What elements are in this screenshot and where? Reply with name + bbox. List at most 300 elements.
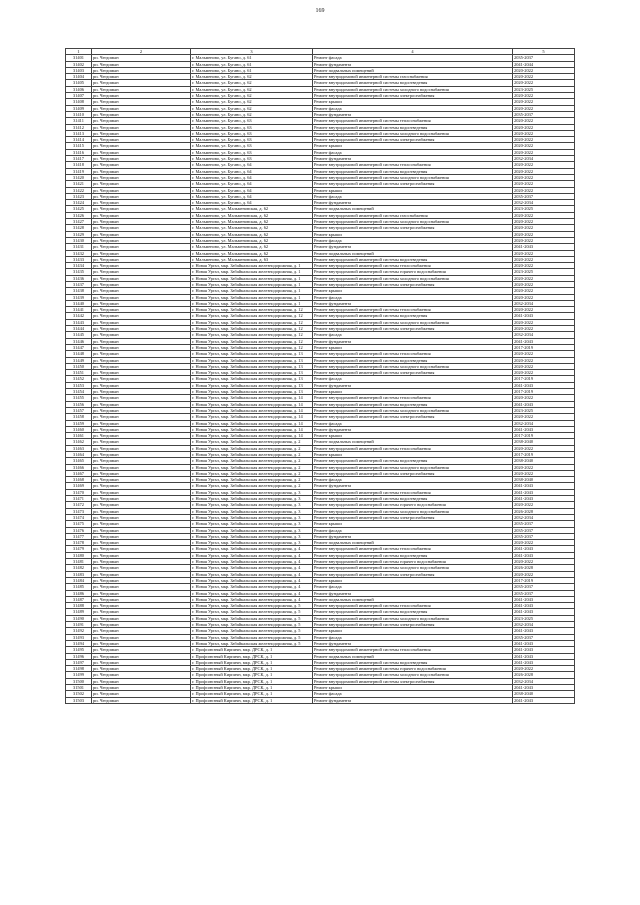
cell-period: 2032-2034 <box>513 420 575 426</box>
cell-work-type: Ремонт внутридомовой инженерной системы электроснабжения <box>313 281 513 287</box>
cell-id: 31479 <box>66 546 92 552</box>
cell-settlement: рп. Чегдомын <box>92 552 191 558</box>
cell-settlement: рп. Чегдомын <box>92 61 191 67</box>
cell-work-type: Ремонт крыши <box>313 231 513 237</box>
cell-address: г. Новая Ургал, мкр. Забайкальская железнодорожная, д. 5 <box>191 634 313 640</box>
cell-id: 31475 <box>66 521 92 527</box>
cell-address: г. Мальменово, ул. Бугано, д. 63 <box>191 149 313 155</box>
cell-work-type: Ремонт фасада <box>313 420 513 426</box>
cell-id: 31476 <box>66 527 92 533</box>
cell-address: г. Новая Ургал, мкр. Забайкальская железнодорожная, д. 3 <box>191 527 313 533</box>
column-header-2: 2 <box>92 49 191 55</box>
cell-settlement: рп. Чегдомын <box>92 559 191 565</box>
cell-period: 2020-2022 <box>513 294 575 300</box>
cell-work-type: Ремонт крыши <box>313 521 513 527</box>
cell-work-type: Ремонт подвальных помещений <box>313 67 513 73</box>
cell-work-type: Ремонт крыши <box>313 344 513 350</box>
cell-id: 31453 <box>66 382 92 388</box>
cell-period: 2017-2019 <box>513 389 575 395</box>
cell-id: 31480 <box>66 552 92 558</box>
cell-period: 2041-2043 <box>513 603 575 609</box>
cell-id: 31477 <box>66 533 92 539</box>
cell-settlement: рп. Чегдомын <box>92 439 191 445</box>
cell-id: 31442 <box>66 313 92 319</box>
cell-settlement: рп. Чегдомын <box>92 200 191 206</box>
cell-address: г. Новая Ургал, мкр. Забайкальская железнодорожная, д. 2 <box>191 470 313 476</box>
cell-period: 2041-2043 <box>513 647 575 653</box>
cell-address: г. Профсоюзный Кирпичн, мкр. ДРСК, д. 1 <box>191 697 313 703</box>
cell-id: 31422 <box>66 187 92 193</box>
cell-settlement: рп. Чегдомын <box>92 231 191 237</box>
cell-work-type: Ремонт внутридомовой инженерной системы водоотведения <box>313 357 513 363</box>
cell-work-type: Ремонт внутридомовой инженерной системы электроснабжения <box>313 181 513 187</box>
cell-address: г. Новая Ургал, мкр. Забайкальская железнодорожная, д. 2 <box>191 439 313 445</box>
cell-work-type: Ремонт внутридомовой инженерной системы холодного водоснабжения <box>313 672 513 678</box>
cell-address: г. Новая Ургал, мкр. Забайкальская железнодорожная, д. 13 <box>191 357 313 363</box>
cell-period: 2035-2037 <box>513 634 575 640</box>
cell-address: г. Новая Ургал, мкр. Забайкальская железнодорожная, д. 4 <box>191 596 313 602</box>
cell-work-type: Ремонт внутридомовой инженерной системы газоснабжения <box>313 212 513 218</box>
cell-address: г. Новая Ургал, мкр. Забайкальская железнодорожная, д. 5 <box>191 628 313 634</box>
cell-work-type: Ремонт подвальных помещений <box>313 540 513 546</box>
cell-address: г. Новая Ургал, мкр. Забайкальская железнодорожная, д. 13 <box>191 351 313 357</box>
cell-period: 2020-2022 <box>513 118 575 124</box>
cell-period: 2017-2019 <box>513 344 575 350</box>
cell-id: 31429 <box>66 231 92 237</box>
cell-work-type: Ремонт внутридомовой инженерной системы холодного водоснабжения <box>313 219 513 225</box>
cell-work-type: Ремонт внутридомовой инженерной системы холодного водоснабжения <box>313 508 513 514</box>
cell-settlement: рп. Чегдомын <box>92 489 191 495</box>
cell-period: 2041-2043 <box>513 609 575 615</box>
cell-work-type: Ремонт внутридомовой инженерной системы теплоснабжения <box>313 395 513 401</box>
cell-period: 2020-2022 <box>513 237 575 243</box>
cell-id: 31414 <box>66 137 92 143</box>
cell-address: г. Новая Ургал, мкр. Забайкальская железнодорожная, д. 2 <box>191 458 313 464</box>
cell-settlement: рп. Чегдомын <box>92 401 191 407</box>
cell-period: 2041-2043 <box>513 483 575 489</box>
cell-period: 2020-2022 <box>513 395 575 401</box>
cell-period: 2020-2022 <box>513 281 575 287</box>
cell-address: г. Мальменово, ул. Бугано, д. 63 <box>191 156 313 162</box>
column-header-4: 4 <box>313 49 513 55</box>
cell-settlement: рп. Чегдомын <box>92 426 191 432</box>
cell-address: г. Новая Ургал, мкр. Забайкальская железнодорожная, д. 2 <box>191 464 313 470</box>
cell-id: 31402 <box>66 61 92 67</box>
cell-settlement: рп. Чегдомын <box>92 395 191 401</box>
cell-settlement: рп. Чегдомын <box>92 565 191 571</box>
cell-settlement: рп. Чегдомын <box>92 458 191 464</box>
cell-work-type: Ремонт фасада <box>313 584 513 590</box>
cell-settlement: рп. Чегдомын <box>92 55 191 61</box>
cell-settlement: рп. Чегдомын <box>92 584 191 590</box>
cell-work-type: Ремонт фасада <box>313 237 513 243</box>
cell-address: г. Мальменово, ул. Бугано, д. 62 <box>191 99 313 105</box>
cell-id: 31474 <box>66 514 92 520</box>
cell-settlement: рп. Чегдомын <box>92 313 191 319</box>
cell-work-type: Ремонт внутридомовой инженерной системы газоснабжения <box>313 74 513 80</box>
cell-settlement: рп. Чегдомын <box>92 452 191 458</box>
cell-id: 31433 <box>66 256 92 262</box>
cell-id: 31490 <box>66 615 92 621</box>
cell-work-type: Ремонт крыши <box>313 99 513 105</box>
cell-work-type: Ремонт фасада <box>313 294 513 300</box>
cell-period: 2017-2019 <box>513 433 575 439</box>
cell-period: 2020-2022 <box>513 275 575 281</box>
cell-settlement: рп. Чегдомын <box>92 615 191 621</box>
cell-work-type: Ремонт внутридомовой инженерной системы теплоснабжения <box>313 489 513 495</box>
cell-id: 31404 <box>66 74 92 80</box>
cell-address: г. Новая Ургал, мкр. Забайкальская железнодорожная, д. 3 <box>191 533 313 539</box>
cell-id: 31496 <box>66 653 92 659</box>
cell-address: г. Новая Ургал, мкр. Забайкальская железнодорожная, д. 14 <box>191 433 313 439</box>
cell-work-type: Ремонт внутридомовой инженерной системы теплоснабжения <box>313 307 513 313</box>
cell-id: 31424 <box>66 200 92 206</box>
cell-period: 2020-2022 <box>513 263 575 269</box>
cell-address: г. Новая Ургал, мкр. Забайкальская железнодорожная, д. 4 <box>191 590 313 596</box>
cell-settlement: рп. Чегдомын <box>92 162 191 168</box>
cell-address: г. Мальменово, ул. Мальменовская, д. 62 <box>191 231 313 237</box>
cell-id: 31439 <box>66 294 92 300</box>
cell-settlement: рп. Чегдомын <box>92 124 191 130</box>
cell-period: 2032-2034 <box>513 678 575 684</box>
cell-id: 31497 <box>66 659 92 665</box>
cell-address: г. Мальменово, ул. Бугано, д. 63 <box>191 124 313 130</box>
cell-work-type: Ремонт внутридомовой инженерной системы холодного водоснабжения <box>313 319 513 325</box>
cell-period: 2020-2022 <box>513 181 575 187</box>
cell-id: 31459 <box>66 420 92 426</box>
cell-id: 31434 <box>66 263 92 269</box>
cell-address: г. Мальменово, ул. Бугано, д. 61 <box>191 61 313 67</box>
cell-address: г. Мальменово, ул. Бугано, д. 64 <box>191 193 313 199</box>
cell-work-type: Ремонт внутридомовой инженерной системы теплоснабжения <box>313 445 513 451</box>
cell-work-type: Ремонт фасада <box>313 634 513 640</box>
cell-address: г. Мальменово, ул. Бугано, д. 61 <box>191 67 313 73</box>
cell-settlement: рп. Чегдомын <box>92 540 191 546</box>
cell-address: г. Новая Ургал, мкр. Забайкальская железнодорожная, д. 4 <box>191 584 313 590</box>
cell-address: г. Профсоюзный Кирпичн, мкр. ДРСК, д. 1 <box>191 691 313 697</box>
cell-settlement: рп. Чегдомын <box>92 496 191 502</box>
cell-work-type: Ремонт фундамента <box>313 244 513 250</box>
cell-period: 2020-2022 <box>513 414 575 420</box>
cell-id: 31435 <box>66 269 92 275</box>
cell-id: 31489 <box>66 609 92 615</box>
cell-address: г. Новая Ургал, мкр. Забайкальская железнодорожная, д. 14 <box>191 407 313 413</box>
cell-work-type: Ремонт внутридомовой инженерной системы водоотведения <box>313 401 513 407</box>
cell-id: 31481 <box>66 559 92 565</box>
cell-work-type: Ремонт внутридомовой инженерной системы холодного водоснабжения <box>313 565 513 571</box>
cell-address: г. Профсоюзный Кирпичн, мкр. ДРСК, д. 1 <box>191 684 313 690</box>
cell-id: 31498 <box>66 666 92 672</box>
cell-work-type: Ремонт внутридомовой инженерной системы теплоснабжения <box>313 603 513 609</box>
cell-work-type: Ремонт фасада <box>313 149 513 155</box>
cell-settlement: рп. Чегдомын <box>92 407 191 413</box>
cell-address: г. Новая Ургал, мкр. Забайкальская железнодорожная, д. 3 <box>191 514 313 520</box>
cell-id: 31470 <box>66 489 92 495</box>
cell-work-type: Ремонт внутридомовой инженерной системы электроснабжения <box>313 137 513 143</box>
cell-id: 31408 <box>66 99 92 105</box>
cell-settlement: рп. Чегдомын <box>92 628 191 634</box>
cell-id: 31482 <box>66 565 92 571</box>
cell-period: 2020-2022 <box>513 351 575 357</box>
cell-id: 31417 <box>66 156 92 162</box>
cell-settlement: рп. Чегдомын <box>92 93 191 99</box>
cell-work-type: Ремонт внутридомовой инженерной системы холодного водоснабжения <box>313 130 513 136</box>
cell-settlement: рп. Чегдомын <box>92 445 191 451</box>
cell-work-type: Ремонт внутридомовой инженерной системы водоотведения <box>313 609 513 615</box>
cell-settlement: рп. Чегдомын <box>92 678 191 684</box>
cell-work-type: Ремонт подвальных помещений <box>313 206 513 212</box>
cell-settlement: рп. Чегдомын <box>92 174 191 180</box>
cell-address: г. Новая Ургал, мкр. Забайкальская железнодорожная, д. 13 <box>191 389 313 395</box>
cell-id: 31456 <box>66 401 92 407</box>
cell-id: 31432 <box>66 250 92 256</box>
cell-id: 31443 <box>66 319 92 325</box>
cell-work-type: Ремонт фасада <box>313 376 513 382</box>
cell-id: 31471 <box>66 496 92 502</box>
cell-address: г. Новая Ургал, мкр. Забайкальская железнодорожная, д. 12 <box>191 326 313 332</box>
cell-period: 2026-2028 <box>513 508 575 514</box>
cell-work-type: Ремонт внутридомовой инженерной системы водоотведения <box>313 496 513 502</box>
cell-work-type: Ремонт фундамента <box>313 483 513 489</box>
cell-settlement: рп. Чегдомын <box>92 590 191 596</box>
cell-address: г. Мальменово, ул. Мальменовская, д. 62 <box>191 237 313 243</box>
cell-id: 31463 <box>66 445 92 451</box>
cell-id: 31472 <box>66 502 92 508</box>
cell-period: 2023-2025 <box>513 86 575 92</box>
cell-period: 2035-2037 <box>513 55 575 61</box>
cell-settlement: рп. Чегдомын <box>92 250 191 256</box>
cell-address: г. Новая Ургал, мкр. Забайкальская железнодорожная, д. 14 <box>191 401 313 407</box>
cell-settlement: рп. Чегдомын <box>92 86 191 92</box>
cell-address: г. Мальменово, ул. Бугано, д. 62 <box>191 111 313 117</box>
cell-id: 31419 <box>66 168 92 174</box>
cell-period: 2041-2043 <box>513 338 575 344</box>
cell-id: 31421 <box>66 181 92 187</box>
cell-work-type: Ремонт внутридомовой инженерной системы водоотведения <box>313 256 513 262</box>
cell-address: г. Новая Ургал, мкр. Забайкальская железнодорожная, д. 4 <box>191 546 313 552</box>
cell-work-type: Ремонт крыши <box>313 452 513 458</box>
cell-id: 31401 <box>66 55 92 61</box>
cell-period: 2020-2022 <box>513 357 575 363</box>
cell-address: г. Мальменово, ул. Бугано, д. 64 <box>191 200 313 206</box>
cell-work-type: Ремонт внутридомовой инженерной системы электроснабжения <box>313 225 513 231</box>
cell-work-type: Ремонт фасада <box>313 477 513 483</box>
cell-id: 31501 <box>66 684 92 690</box>
cell-period: 2020-2022 <box>513 464 575 470</box>
cell-settlement: рп. Чегдомын <box>92 118 191 124</box>
cell-id: 31406 <box>66 86 92 92</box>
column-header-5: 5 <box>513 49 575 55</box>
cell-work-type: Ремонт фасада <box>313 527 513 533</box>
cell-settlement: рп. Чегдомын <box>92 67 191 73</box>
cell-period: 2020-2022 <box>513 124 575 130</box>
cell-period: 2020-2022 <box>513 67 575 73</box>
cell-work-type: Ремонт крыши <box>313 288 513 294</box>
cell-period: 2020-2022 <box>513 168 575 174</box>
cell-work-type: Ремонт внутридомовой инженерной системы холодного водоснабжения <box>313 86 513 92</box>
column-header-1: 1 <box>66 49 92 55</box>
cell-settlement: рп. Чегдомын <box>92 609 191 615</box>
cell-period: 2038-2040 <box>513 439 575 445</box>
cell-address: г. Новая Ургал, мкр. Забайкальская железнодорожная, д. 12 <box>191 344 313 350</box>
cell-work-type: Ремонт фундамента <box>313 200 513 206</box>
cell-period: 2032-2034 <box>513 200 575 206</box>
cell-id: 31452 <box>66 376 92 382</box>
cell-period: 2026-2028 <box>513 565 575 571</box>
cell-id: 31451 <box>66 370 92 376</box>
cell-settlement: рп. Чегдомын <box>92 502 191 508</box>
cell-address: г. Новая Ургал, мкр. Забайкальская железнодорожная, д. 4 <box>191 552 313 558</box>
cell-settlement: рп. Чегдомын <box>92 363 191 369</box>
cell-settlement: рп. Чегдомын <box>92 672 191 678</box>
cell-id: 31460 <box>66 426 92 432</box>
cell-address: г. Мальменово, ул. Бугано, д. 62 <box>191 74 313 80</box>
cell-work-type: Ремонт внутридомовой инженерной системы водоотведения <box>313 552 513 558</box>
cell-work-type: Ремонт подвальных помещений <box>313 596 513 602</box>
cell-id: 31467 <box>66 470 92 476</box>
cell-period: 2020-2022 <box>513 137 575 143</box>
cell-settlement: рп. Чегдомын <box>92 653 191 659</box>
cell-work-type: Ремонт фундамента <box>313 382 513 388</box>
cell-period: 2020-2022 <box>513 445 575 451</box>
cell-period: 2020-2022 <box>513 540 575 546</box>
cell-period: 2020-2022 <box>513 105 575 111</box>
cell-address: г. Мальменово, ул. Бугано, д. 64 <box>191 187 313 193</box>
cell-work-type: Ремонт фасада <box>313 332 513 338</box>
cell-settlement: рп. Чегдомын <box>92 483 191 489</box>
cell-work-type: Ремонт крыши <box>313 143 513 149</box>
cell-id: 31412 <box>66 124 92 130</box>
cell-settlement: рп. Чегдомын <box>92 212 191 218</box>
cell-period: 2041-2043 <box>513 401 575 407</box>
cell-settlement: рп. Чегдомын <box>92 319 191 325</box>
cell-work-type: Ремонт внутридомовой инженерной системы холодного водоснабжения <box>313 464 513 470</box>
cell-settlement: рп. Чегдомын <box>92 571 191 577</box>
cell-settlement: рп. Чегдомын <box>92 74 191 80</box>
cell-id: 31458 <box>66 414 92 420</box>
cell-period: 2023-2025 <box>513 206 575 212</box>
cell-period: 2038-2040 <box>513 458 575 464</box>
cell-settlement: рп. Чегдомын <box>92 357 191 363</box>
cell-period: 2020-2022 <box>513 162 575 168</box>
cell-work-type: Ремонт внутридомовой инженерной системы электроснабжения <box>313 571 513 577</box>
cell-work-type: Ремонт внутридомовой инженерной системы теплоснабжения <box>313 263 513 269</box>
cell-work-type: Ремонт внутридомовой инженерной системы холодного водоснабжения <box>313 615 513 621</box>
cell-settlement: рп. Чегдомын <box>92 691 191 697</box>
cell-period: 2041-2043 <box>513 546 575 552</box>
cell-period: 2041-2043 <box>513 697 575 703</box>
cell-work-type: Ремонт внутридомовой инженерной системы электроснабжения <box>313 93 513 99</box>
cell-id: 31444 <box>66 326 92 332</box>
cell-address: г. Новая Ургал, мкр. Забайкальская железнодорожная, д. 12 <box>191 338 313 344</box>
cell-id: 31493 <box>66 634 92 640</box>
cell-settlement: рп. Чегдомын <box>92 244 191 250</box>
cell-settlement: рп. Чегдомын <box>92 351 191 357</box>
cell-address: г. Новая Ургал, мкр. Забайкальская железнодорожная, д. 3 <box>191 521 313 527</box>
cell-work-type: Ремонт внутридомовой инженерной системы теплоснабжения <box>313 546 513 552</box>
cell-settlement: рп. Чегдомын <box>92 181 191 187</box>
cell-address: г. Профсоюзный Кирпичн, мкр. ДРСК, д. 1 <box>191 672 313 678</box>
cell-settlement: рп. Чегдомын <box>92 294 191 300</box>
cell-id: 31420 <box>66 174 92 180</box>
cell-settlement: рп. Чегдомын <box>92 105 191 111</box>
cell-id: 31431 <box>66 244 92 250</box>
cell-work-type: Ремонт фундамента <box>313 533 513 539</box>
cell-work-type: Ремонт внутридомовой инженерной системы водоотведения <box>313 458 513 464</box>
cell-address: г. Новая Ургал, мкр. Забайкальская железнодорожная, д. 14 <box>191 426 313 432</box>
repair-schedule-table <box>65 48 575 704</box>
cell-work-type: Ремонт подвальных помещений <box>313 653 513 659</box>
cell-settlement: рп. Чегдомын <box>92 206 191 212</box>
cell-work-type: Ремонт внутридомовой инженерной системы электроснабжения <box>313 470 513 476</box>
cell-id: 31416 <box>66 149 92 155</box>
cell-address: г. Мальменово, ул. Бугано, д. 63 <box>191 143 313 149</box>
cell-id: 31499 <box>66 672 92 678</box>
cell-settlement: рп. Чегдомын <box>92 225 191 231</box>
cell-settlement: рп. Чегдомын <box>92 149 191 155</box>
cell-work-type: Ремонт внутридомовой инженерной системы теплоснабжения <box>313 647 513 653</box>
cell-address: г. Мальменово, ул. Мальменовская, д. 62 <box>191 206 313 212</box>
cell-id: 31409 <box>66 105 92 111</box>
cell-work-type: Ремонт внутридомовой инженерной системы холодного водоснабжения <box>313 275 513 281</box>
cell-address: г. Новая Ургал, мкр. Забайкальская железнодорожная, д. 13 <box>191 363 313 369</box>
cell-settlement: рп. Чегдомын <box>92 130 191 136</box>
cell-work-type: Ремонт внутридомовой инженерной системы холодного водоснабжения <box>313 174 513 180</box>
cell-work-type: Ремонт подвальных помещений <box>313 439 513 445</box>
cell-settlement: рп. Чегдомын <box>92 603 191 609</box>
cell-period: 2020-2022 <box>513 666 575 672</box>
cell-address: г. Мальменово, ул. Бугано, д. 64 <box>191 174 313 180</box>
cell-address: г. Мальменово, ул. Мальменовская, д. 62 <box>191 244 313 250</box>
cell-address: г. Профсоюзный Кирпичн, мкр. ДРСК, д. 1 <box>191 659 313 665</box>
cell-work-type: Ремонт внутридомовой инженерной системы водоотведения <box>313 168 513 174</box>
cell-id: 31418 <box>66 162 92 168</box>
cell-settlement: рп. Чегдомын <box>92 477 191 483</box>
cell-id: 31502 <box>66 691 92 697</box>
cell-settlement: рп. Чегдомын <box>92 420 191 426</box>
cell-address: г. Мальменово, ул. Мальменовская, д. 62 <box>191 250 313 256</box>
cell-settlement: рп. Чегдомын <box>92 647 191 653</box>
cell-id: 31413 <box>66 130 92 136</box>
cell-address: г. Новая Ургал, мкр. Забайкальская железнодорожная, д. 12 <box>191 319 313 325</box>
cell-address: г. Мальменово, ул. Бугано, д. 62 <box>191 93 313 99</box>
cell-work-type: Ремонт фундамента <box>313 300 513 306</box>
cell-address: г. Новая Ургал, мкр. Забайкальская железнодорожная, д. 5 <box>191 640 313 646</box>
cell-address: г. Новая Ургал, мкр. Забайкальская железнодорожная, д. 4 <box>191 577 313 583</box>
cell-settlement: рп. Чегдомын <box>92 332 191 338</box>
cell-period: 2041-2043 <box>513 382 575 388</box>
cell-address: г. Профсоюзный Кирпичн, мкр. ДРСК, д. 1 <box>191 647 313 653</box>
cell-id: 31437 <box>66 281 92 287</box>
cell-work-type: Ремонт фасада <box>313 691 513 697</box>
cell-period: 2041-2043 <box>513 426 575 432</box>
cell-settlement: рп. Чегдомын <box>92 370 191 376</box>
cell-work-type: Ремонт внутридомовой инженерной системы горячего водоснабжения <box>313 666 513 672</box>
cell-address: г. Мальменово, ул. Бугано, д. 64 <box>191 168 313 174</box>
cell-settlement: рп. Чегдомын <box>92 99 191 105</box>
cell-period: 2035-2037 <box>513 584 575 590</box>
cell-id: 31446 <box>66 338 92 344</box>
cell-period: 2041-2043 <box>513 489 575 495</box>
cell-period: 2041-2043 <box>513 596 575 602</box>
cell-period: 2032-2034 <box>513 622 575 628</box>
cell-period: 2035-2037 <box>513 111 575 117</box>
cell-id: 31485 <box>66 584 92 590</box>
cell-settlement: рп. Чегдомын <box>92 577 191 583</box>
cell-address: г. Новая Ургал, мкр. Забайкальская железнодорожная, д. 1 <box>191 288 313 294</box>
cell-id: 31484 <box>66 577 92 583</box>
cell-address: г. Новая Ургал, мкр. Забайкальская железнодорожная, д. 13 <box>191 382 313 388</box>
